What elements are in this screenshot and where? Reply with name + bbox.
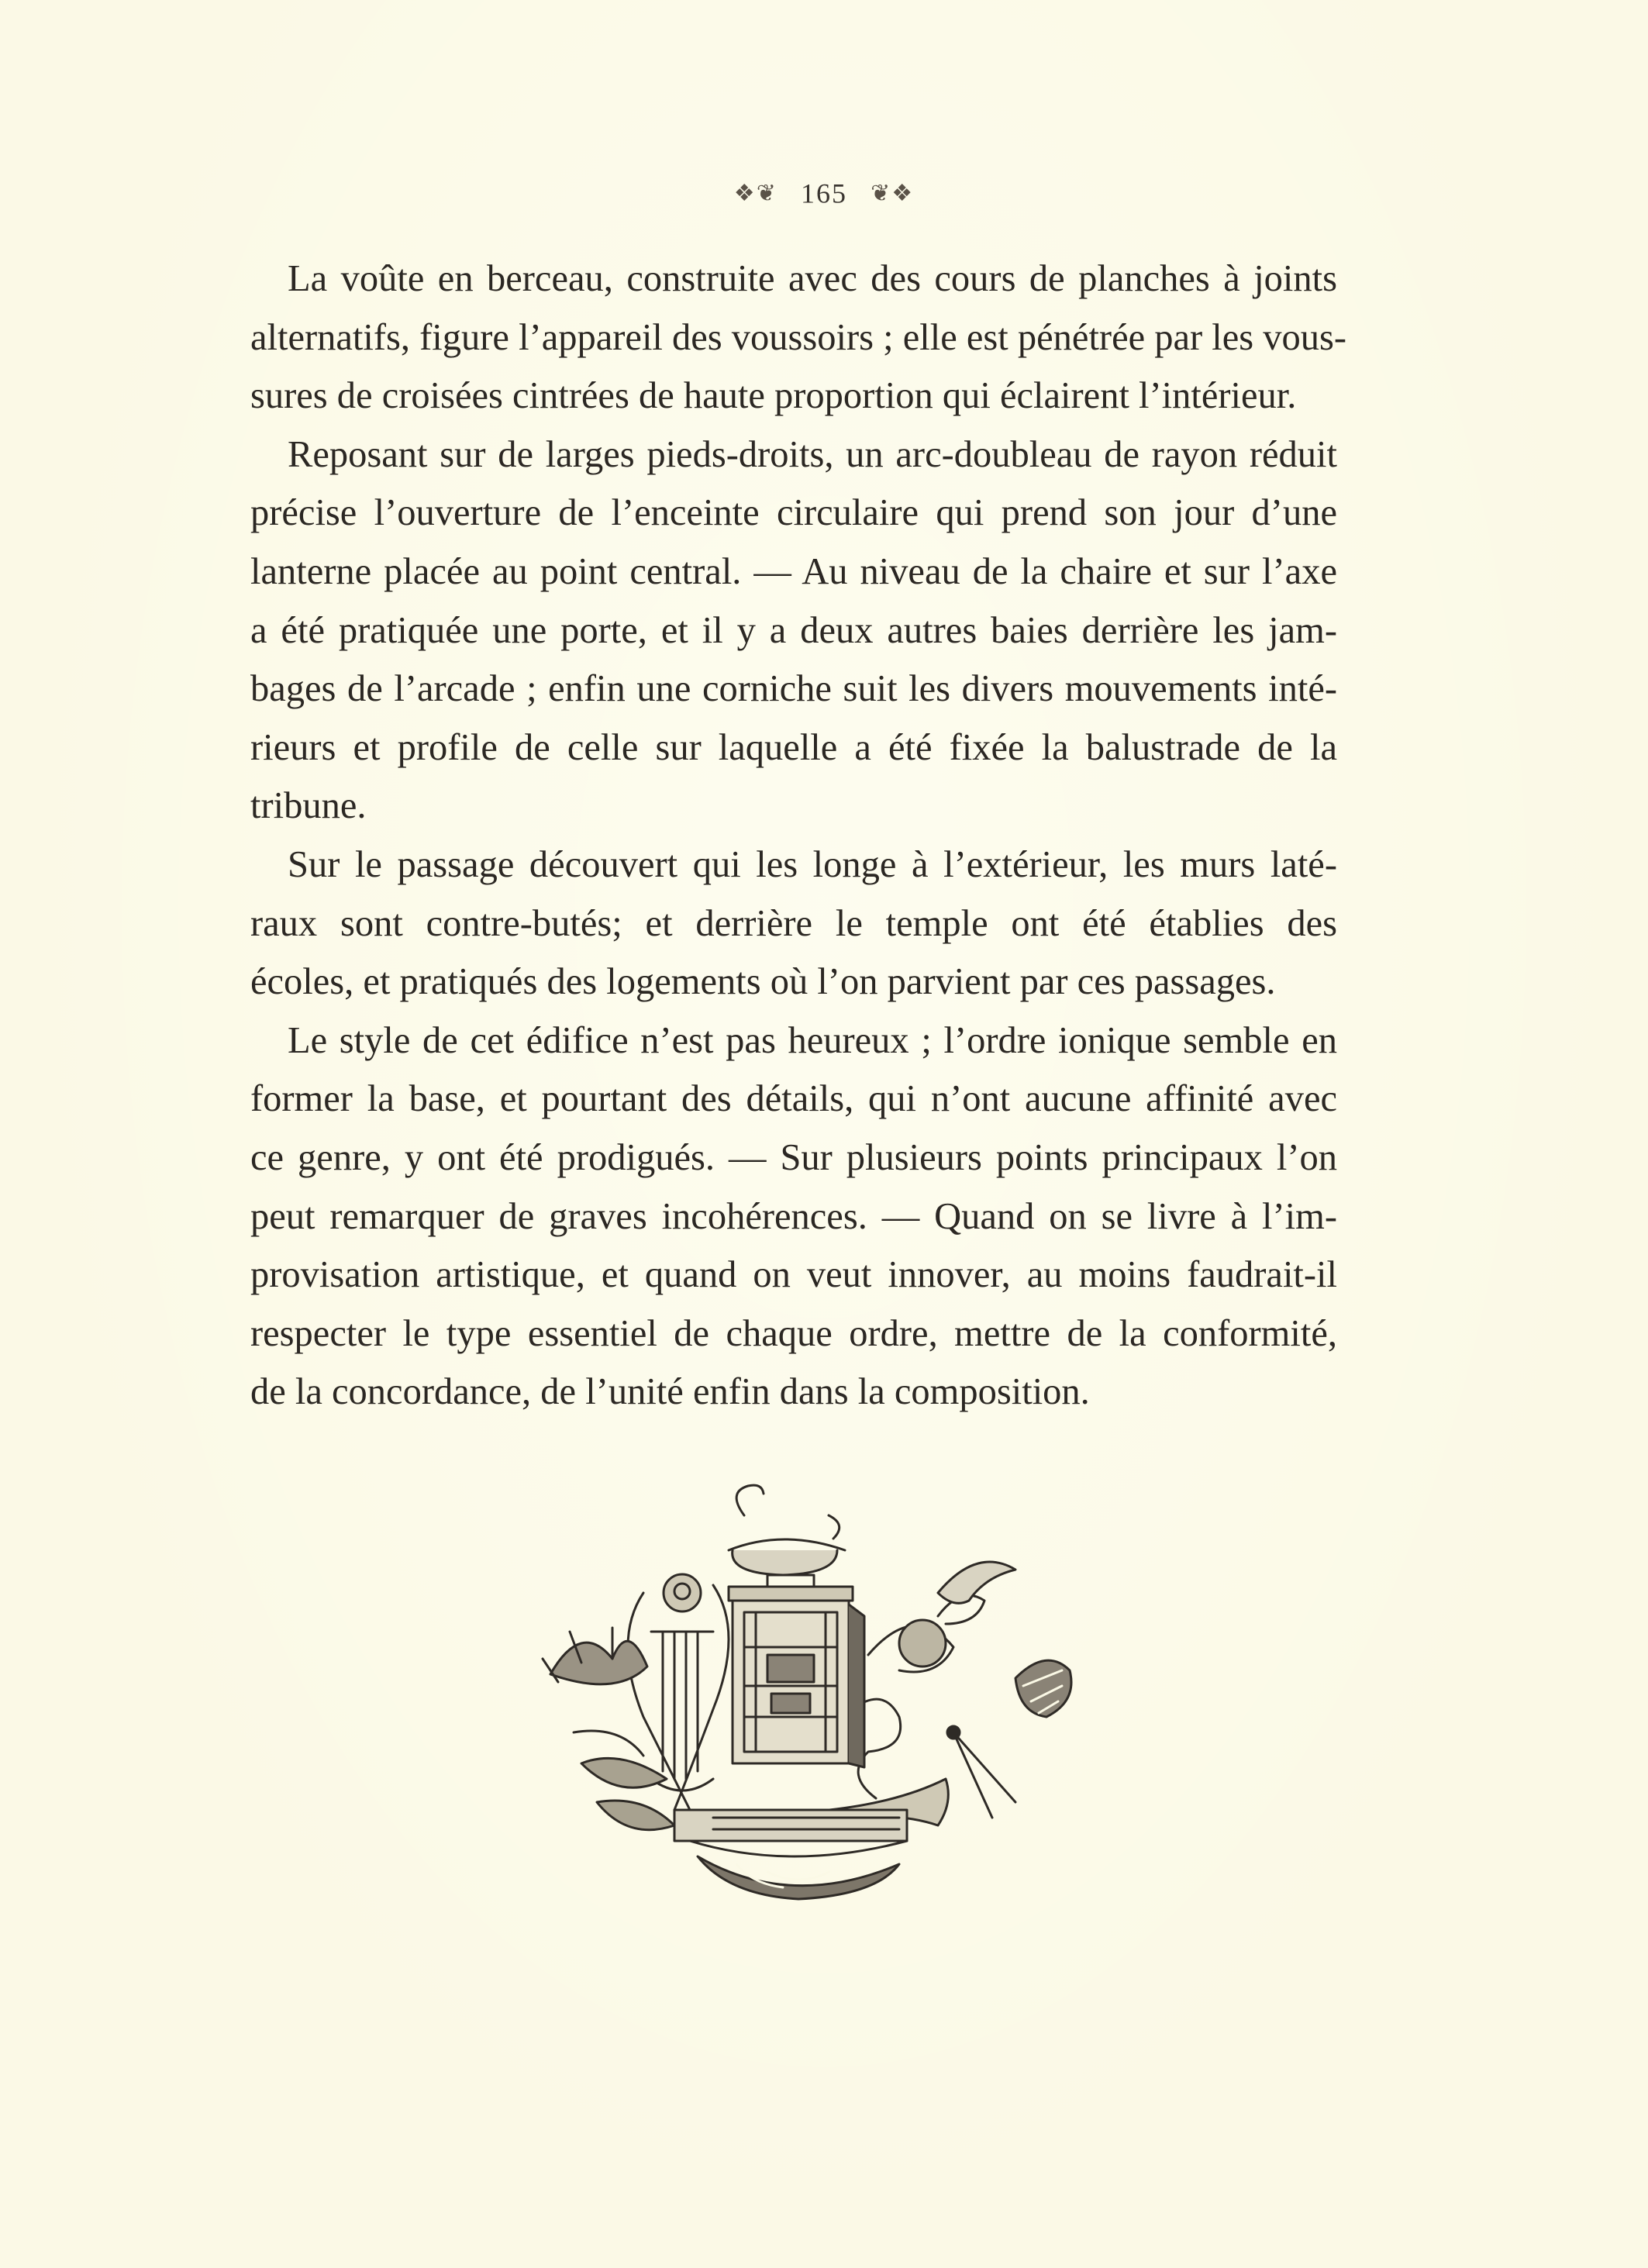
text-line: La voûte en berceau, construite avec des cours de planches à joints: [288, 258, 1337, 299]
header-left-ornament: ❖❦: [733, 180, 777, 207]
text-line: rieurs et profile de celle sur laquelle a été fixée la balustrade de la: [250, 726, 1337, 768]
paragraph-2: [213, 426, 1337, 836]
page-number: 165: [801, 178, 847, 209]
text-line: a été pratiquée une porte, et il y a deux autres baies derrière les jam-: [250, 609, 1337, 651]
text-line: lanterne placée au point central. — Au niveau de la chaire et sur l’axe: [250, 550, 1337, 592]
paragraph-4: [213, 1012, 1337, 1422]
arts-trophy-vignette-icon: [535, 1477, 1139, 1907]
text-line: respecter le type essentiel de chaque ordre, mettre de la conformité,: [250, 1312, 1337, 1354]
text-line: Sur le passage découvert qui les longe à l’extérieur, les murs laté-: [288, 843, 1337, 885]
text-line: ce genre, y ont été prodigués. — Sur plusieurs points principaux l’on: [250, 1136, 1337, 1178]
text-line: alternatifs, figure l’appareil des voussoirs ; elle est pénétrée par les vous-: [250, 316, 1347, 358]
text-line: bages de l’arcade ; enfin une corniche suit les divers mouvements inté-: [250, 668, 1337, 710]
body-text: [213, 250, 1347, 1422]
text-line: Le style de cet édifice n’est pas heureux ; l’ordre ionique semble en: [288, 1019, 1337, 1061]
text-line: Reposant sur de larges pieds-droits, un arc-doubleau de rayon réduit: [288, 433, 1337, 475]
text-line: précise l’ouverture de l’enceinte circulaire qui prend son jour d’une: [250, 492, 1337, 534]
text-line: raux sont contre-butés; et derrière le temple ont été établies des: [250, 902, 1337, 944]
page-header: [0, 177, 1648, 210]
header-right-ornament: ❦❖: [871, 180, 915, 207]
paragraph-3: [213, 836, 1337, 1012]
text-line: sures de croisées cintrées de haute proportion qui éclairent l’intérieur.: [250, 375, 1297, 417]
text-line: tribune.: [250, 785, 367, 827]
text-line: de la concordance, de l’unité enfin dans la composition.: [250, 1371, 1090, 1413]
text-line: provisation artistique, et quand on veut innover, au moins faudrait-il: [250, 1254, 1337, 1296]
text-line: peut remarquer de graves incohérences. — Quand on se livre à l’im-: [250, 1195, 1337, 1237]
paragraph-1: [213, 250, 1347, 426]
text-line: former la base, et pourtant des détails, qui n’ont aucune affinité avec: [250, 1078, 1337, 1120]
text-line: écoles, et pratiqués des logements où l’on parvient par ces passages.: [250, 961, 1276, 1003]
